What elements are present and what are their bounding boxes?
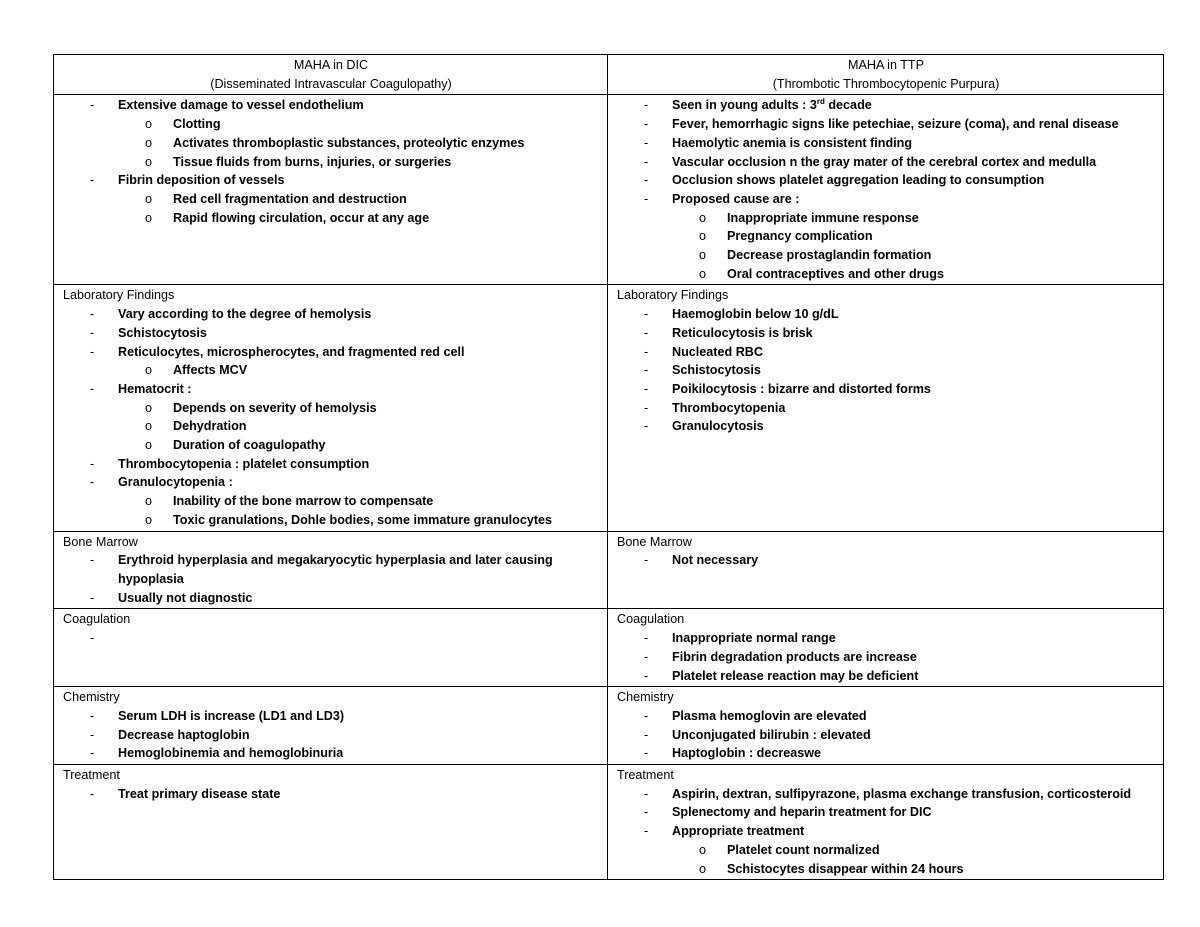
- intro-cell-dic: [54, 95, 608, 285]
- header-title-dic: MAHA in DIC: [293, 58, 369, 72]
- list-item-text: Treat primary disease state: [118, 786, 281, 801]
- sub-list-item: [118, 115, 599, 134]
- section-title: Laboratory Findings: [63, 288, 175, 303]
- list-item: [617, 361, 1155, 380]
- sub-list: [672, 841, 1155, 878]
- coag-row: [54, 609, 1164, 687]
- list-item: [63, 785, 599, 804]
- coag-cell-dic: [54, 609, 608, 687]
- list-item: [617, 803, 1155, 822]
- list-item: [617, 305, 1155, 324]
- list-item-text: Plasma hemoglovin are elevated: [672, 708, 867, 723]
- lab-row: [54, 285, 1164, 531]
- sub-list-item-text: Toxic granulations, Dohle bodies, some immature granulocytes: [173, 512, 553, 527]
- sub-list-item-text: Red cell fragmentation and destruction: [173, 191, 407, 206]
- treat-cell-ttp: [608, 765, 1164, 880]
- chem-row: [54, 687, 1164, 765]
- section-title: Coagulation: [617, 612, 685, 627]
- chem-dic-list: [63, 707, 599, 763]
- list-item: [63, 96, 599, 171]
- comparison-table: [53, 54, 1164, 880]
- list-item-text: Schistocytosis: [672, 363, 761, 378]
- treat-row: [54, 765, 1164, 880]
- header-subtitle-dic: (Disseminated Intravascular Coagulopathy): [210, 76, 452, 91]
- sub-list-item-text: Clotting: [173, 117, 221, 132]
- sub-list-item-text: Rapid flowing circulation, occur at any age: [173, 210, 430, 225]
- sub-list-item: [672, 227, 1155, 246]
- sub-list-item: [118, 209, 599, 228]
- list-item-text: Platelet release reaction may be deficient: [672, 668, 919, 683]
- sub-list-item: [118, 436, 599, 455]
- treat-ttp-list: [617, 785, 1155, 879]
- list-item-text: Proposed cause are :: [672, 191, 800, 206]
- list-item-text: Splenectomy and heparin treatment for DIC: [672, 805, 932, 820]
- sub-list-item-text: Dehydration: [173, 419, 247, 434]
- sub-list-item-text: Pregnancy complication: [727, 229, 873, 244]
- sub-list-item: [672, 841, 1155, 860]
- list-item: [63, 589, 599, 608]
- list-item-text: Vascular occlusion n the gray mater of the cerebral cortex and medulla: [672, 154, 1097, 169]
- list-item-text: Serum LDH is increase (LD1 and LD3): [118, 708, 345, 723]
- header-row: [54, 55, 1164, 95]
- list-item: [617, 171, 1155, 190]
- list-item: [617, 115, 1155, 134]
- list-item-text: Inappropriate normal range: [672, 631, 836, 646]
- list-item-text: Granulocytopenia :: [118, 475, 233, 490]
- list-item: [617, 380, 1155, 399]
- list-item-text: Nucleated RBC: [672, 344, 763, 359]
- sub-list-item-text: Platelet count normalized: [727, 842, 880, 857]
- marrow-dic-list: [63, 551, 599, 607]
- sub-list: [672, 209, 1155, 284]
- list-item: [617, 153, 1155, 172]
- sub-list-item: [118, 417, 599, 436]
- coag-ttp-list: [617, 629, 1155, 685]
- lab-dic-list: [63, 305, 599, 529]
- sub-list-item-text: Activates thromboplastic substances, proteolytic enzymes: [173, 135, 525, 150]
- list-item: [617, 417, 1155, 436]
- header-title-ttp: MAHA in TTP: [847, 58, 925, 72]
- ordinal-suffix: rd: [816, 97, 825, 107]
- list-item-text: Usually not diagnostic: [118, 590, 253, 605]
- sub-list-item: [672, 265, 1155, 284]
- list-item: [617, 343, 1155, 362]
- sub-list-item-text: Affects MCV: [173, 363, 248, 378]
- sub-list-item: [672, 209, 1155, 228]
- section-title: Laboratory Findings: [617, 288, 729, 303]
- sub-list-item: [118, 361, 599, 380]
- list-item-text: Hematocrit :: [118, 381, 192, 396]
- list-item: [617, 744, 1155, 763]
- list-item-text: Fibrin degradation products are increase: [672, 649, 917, 664]
- list-item: [617, 551, 1155, 570]
- sub-list-item-text: Decrease prostaglandin formation: [727, 248, 932, 263]
- sub-list-item-text: Inappropriate immune response: [727, 210, 919, 225]
- section-title: Treatment: [617, 768, 674, 783]
- list-item-text: Aspirin, dextran, sulfipyrazone, plasma exchange transfusion, corticosteroid: [672, 786, 1132, 801]
- sub-list: [118, 399, 599, 455]
- sub-list: [118, 361, 599, 380]
- list-item: [617, 707, 1155, 726]
- section-title: Chemistry: [617, 690, 674, 705]
- coag-dic-list: [63, 629, 599, 648]
- chem-cell-dic: [54, 687, 608, 765]
- list-item-text: Haemoglobin below 10 g/dL: [672, 307, 839, 322]
- section-title: Bone Marrow: [63, 534, 138, 549]
- sub-list-item-text: Schistocytes disappear within 24 hours: [727, 861, 964, 876]
- list-item-text: Haemolytic anemia is consistent finding: [672, 135, 913, 150]
- sub-list-item-text: Depends on severity of hemolysis: [173, 400, 377, 415]
- list-item-text: Decrease haptoglobin: [118, 727, 250, 742]
- list-item-text: Haptoglobin : decreaswe: [672, 746, 822, 761]
- list-item: [63, 707, 599, 726]
- sub-list-item: [118, 492, 599, 511]
- intro-row: [54, 95, 1164, 285]
- sub-list-item-text: Duration of coagulopathy: [173, 438, 326, 453]
- sub-list-item: [118, 153, 599, 172]
- marrow-cell-dic: [54, 531, 608, 609]
- list-item: [63, 455, 599, 474]
- list-item-text: Erythroid hyperplasia and megakaryocytic hyperplasia and later causing hypoplasia: [118, 553, 553, 586]
- list-item: [63, 473, 599, 529]
- list-item: [617, 648, 1155, 667]
- intro-ttp-list: [617, 96, 1155, 283]
- sub-list-item-text: Tissue fluids from burns, injuries, or surgeries: [173, 154, 452, 169]
- sub-list-item: [672, 246, 1155, 265]
- sub-list-item: [118, 134, 599, 153]
- list-item-text: Thrombocytopenia: [672, 400, 786, 415]
- list-item: [617, 324, 1155, 343]
- list-item: [617, 190, 1155, 284]
- list-item-text: Thrombocytopenia : platelet consumption: [118, 456, 370, 471]
- section-title: Bone Marrow: [617, 534, 692, 549]
- coag-cell-ttp: [608, 609, 1164, 687]
- list-item: [63, 380, 599, 455]
- sub-list: [118, 190, 599, 227]
- list-item-text: Fibrin deposition of vessels: [118, 173, 285, 188]
- list-item-text: Seen in young adults : 3: [672, 98, 817, 113]
- list-item-text: Not necessary: [672, 553, 759, 568]
- list-item-text: Reticulocytosis is brisk: [672, 325, 813, 340]
- list-item: [617, 399, 1155, 418]
- chem-cell-ttp: [608, 687, 1164, 765]
- intro-dic-list: [63, 96, 599, 227]
- list-item-text-end: decade: [824, 98, 872, 113]
- list-item-text: Schistocytosis: [118, 325, 207, 340]
- sub-list: [118, 492, 599, 529]
- header-cell-ttp: [608, 55, 1164, 95]
- sub-list-item-text: Oral contraceptives and other drugs: [727, 266, 944, 281]
- treat-dic-list: [63, 785, 599, 804]
- list-item-text: Vary according to the degree of hemolysis: [118, 307, 372, 322]
- sub-list-item: [672, 860, 1155, 879]
- header-subtitle-ttp: (Thrombotic Thrombocytopenic Purpura): [772, 76, 1000, 91]
- list-item: [63, 305, 599, 324]
- chem-ttp-list: [617, 707, 1155, 763]
- list-item-text: Appropriate treatment: [672, 824, 805, 839]
- list-item-text: Fever, hemorrhagic signs like petechiae, seizure (coma), and renal disease: [672, 117, 1119, 132]
- list-item-text: Poikilocytosis : bizarre and distorted forms: [672, 381, 931, 396]
- treat-cell-dic: [54, 765, 608, 880]
- list-item-text: Reticulocytes, microspherocytes, and fragmented red cell: [118, 344, 465, 359]
- list-item: [63, 324, 599, 343]
- section-title: Chemistry: [63, 690, 120, 705]
- lab-cell-ttp: [608, 285, 1164, 531]
- list-item: [63, 726, 599, 745]
- sub-list-item: [118, 190, 599, 209]
- section-title: Treatment: [63, 768, 120, 783]
- list-item: [617, 96, 1155, 115]
- section-title: Coagulation: [63, 612, 131, 627]
- list-item: [617, 822, 1155, 878]
- sub-list-item-text: Inability of the bone marrow to compensate: [173, 494, 434, 509]
- list-item-text: Granulocytosis: [672, 419, 764, 434]
- sub-list-item: [118, 399, 599, 418]
- lab-cell-dic: [54, 285, 608, 531]
- list-item-text: Unconjugated bilirubin : elevated: [672, 727, 871, 742]
- list-item: [63, 171, 599, 227]
- list-item: [63, 551, 599, 588]
- list-item-empty: [63, 629, 599, 648]
- marrow-cell-ttp: [608, 531, 1164, 609]
- list-item-text: Occlusion shows platelet aggregation leading to consumption: [672, 173, 1045, 188]
- sub-list-item: [118, 511, 599, 530]
- sub-list: [118, 115, 599, 171]
- list-item: [617, 785, 1155, 804]
- marrow-row: [54, 531, 1164, 609]
- intro-cell-ttp: [608, 95, 1164, 285]
- list-item-text: Extensive damage to vessel endothelium: [118, 98, 364, 113]
- list-item: [63, 744, 599, 763]
- list-item-text: Hemoglobinemia and hemoglobinuria: [118, 746, 344, 761]
- lab-ttp-list: [617, 305, 1155, 436]
- list-item: [617, 629, 1155, 648]
- header-cell-dic: [54, 55, 608, 95]
- list-item: [617, 667, 1155, 686]
- list-item: [617, 726, 1155, 745]
- list-item: [63, 343, 599, 380]
- marrow-ttp-list: [617, 551, 1155, 570]
- list-item: [617, 134, 1155, 153]
